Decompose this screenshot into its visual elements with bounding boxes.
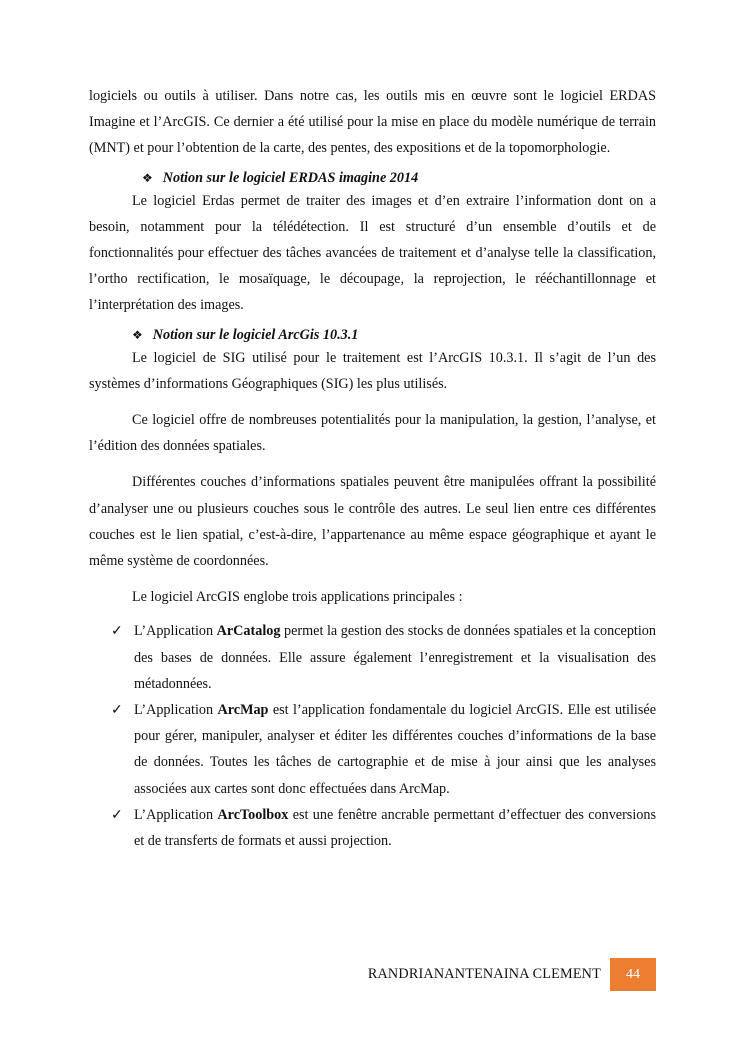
applications-list [89, 618, 656, 854]
app-name: ArcToolbox [217, 806, 289, 823]
page-number-badge: 44 [610, 958, 656, 991]
paragraph-layers: Différentes couches d’informations spatiales peuvent être manipulées offrant la possibilité d’analyser une ou plusieurs couches sous le contrôle des autres. Le seul lien entre ces différentes couches est le lien spatial, c’est-à-dire, l’appartenance au même espace géographique et ayant le même système de coordonnées. [89, 474, 656, 570]
page-footer [340, 958, 656, 991]
checkmark-icon: ✓ [111, 623, 123, 640]
list-item: ✓ L’Application ArcMap est l’application fondamentale du logiciel ArcGIS. Elle est utilisée pour gérer, manipuler, analyser et éditer les différentes couches d’informations de la base de données. Toutes les tâches de cartographie et de mise à jour ainsi que les analyses associées aux cartes sont donc effectuées dans ArcMap. [89, 697, 656, 802]
list-item: ✓ L’Application ArcToolbox est une fenêtre ancrable permettant d’effectuer des conversions et de transferts de formats et aussi projection. [89, 802, 656, 854]
section-heading-erdas-text: Notion sur le logiciel ERDAS imagine 2014 [162, 169, 419, 186]
diamond-bullet-icon: ❖ [142, 170, 153, 185]
footer-author: RANDRIANANTENAINA CLEMENT [367, 966, 601, 982]
app-name: ArcMap [217, 702, 269, 719]
section-heading-arcgis [89, 325, 656, 345]
paragraph-arcgis-potential: Ce logiciel offre de nombreuses potentialités pour la manipulation, la gestion, l’analyse, et l’édition des données spatiales. [89, 412, 656, 455]
paragraph-arcgis-intro: Le logiciel de SIG utilisé pour le traitement est l’ArcGIS 10.3.1. Il s’agit de l’un des systèmes d’informations Géographiques (SIG) les plus utilisés. [89, 349, 656, 392]
page-body [89, 83, 656, 854]
paragraph-applications: Le logiciel ArcGIS englobe trois applications principales : [132, 589, 463, 606]
checkmark-icon: ✓ [111, 702, 123, 719]
diamond-bullet-icon: ❖ [132, 327, 143, 342]
paragraph-intro: logiciels ou outils à utiliser. Dans notre cas, les outils mis en œuvre sont le logiciel ERDAS Imagine et l’ArcGIS. Ce dernier a été utilisé pour la mise en place du modèle numérique de terrain (MNT) et pour l’obtention de la carte, des pentes, des expositions et de la topomorphologie. [89, 88, 656, 157]
list-item: ✓ L’Application ArCatalog permet la gestion des stocks de données spatiales et la conception des bases de données. Elle assure également l’enregistrement et la visualisation des métadonnées. [89, 618, 656, 697]
checkmark-icon: ✓ [111, 806, 123, 823]
section-heading-erdas [89, 168, 656, 188]
paragraph-erdas: Le logiciel Erdas permet de traiter des images et d’en extraire l’information dont on a besoin, notamment pour la télédétection. Il est structuré d’un ensemble d’outils et de fonctionnalités pour effectuer des tâches avancées de traitement et d’analyse telle la classification, l’ortho rectification, le mosaïquage, le découpage, la reprojection, le rééchantillonnage et l’interprétation des images. [89, 192, 656, 314]
app-name: ArCatalog [216, 623, 281, 640]
section-heading-arcgis-text: Notion sur le logiciel ArcGis 10.3.1 [152, 326, 359, 343]
